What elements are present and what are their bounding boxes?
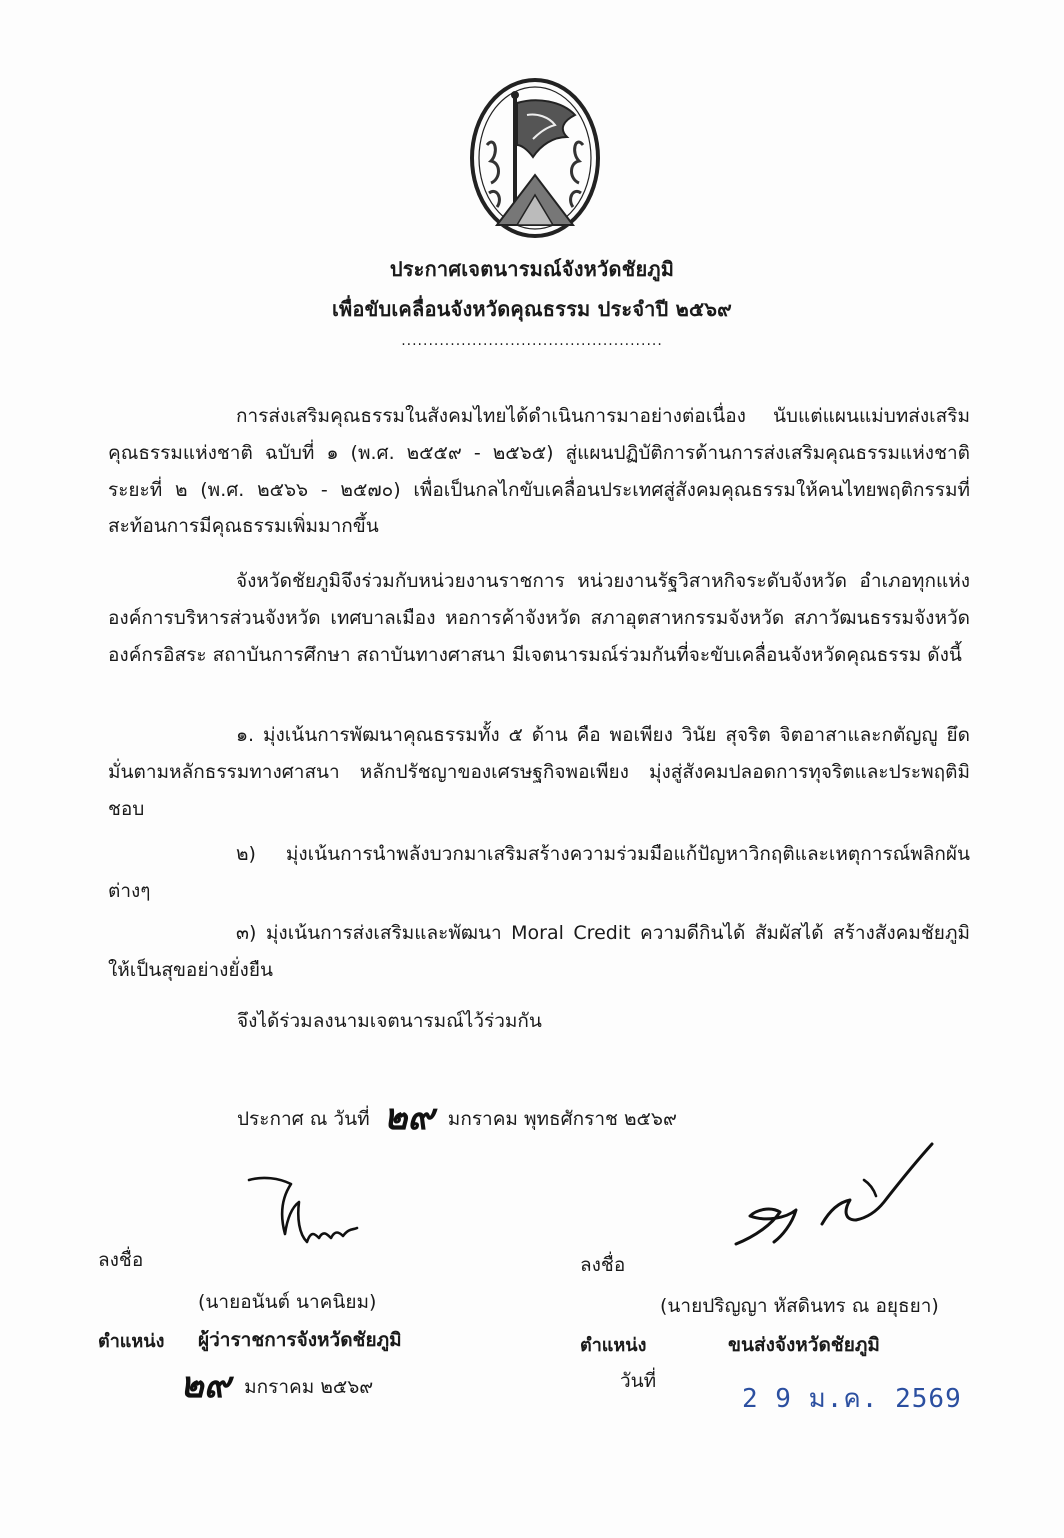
right-position-label: ตำแหน่ง [580,1335,647,1356]
paragraph-intro-text: การส่งเสริมคุณธรรมในสังคมไทยได้ดำเนินการมาอย่างต่อเนื่อง นับแต่แผนแม่บทส่งเสริมคุณธรรมแห่งชาติ ฉบับที่ ๑ (พ.ศ. ๒๕๕๙ - ๒๕๖๕) สู่แผนปฏิบัติการด้านการส่งเสริมคุณธรรมแห่งชาติ ระยะที่ ๒ (พ.ศ. ๒๕๖๖ - ๒๕๗๐) เพื่อเป็นกลไกขับเคลื่อนประเทศสู่สังคมคุณธรรมให้คนไทยพฤติกรรมที่สะท้อนการมีคุณธรรมเพิ่มมากขึ้น [108,405,970,538]
paragraph-intro [108,398,970,545]
left-signatory-name: (นายอนันต์ นาคนิยม) [198,1291,377,1313]
list-item-3 [108,915,970,989]
left-signature [245,1172,365,1262]
left-date [180,1356,373,1413]
right-sign-label: ลงชื่อ [580,1254,626,1276]
list-item-2-text: ๒) มุ่งเน้นการนำพลังบวกมาเสริมสร้างความร่วมมือแก้ปัญหาวิกฤติและเหตุการณ์พลิกผันต่างๆ [108,843,970,902]
announcement-prefix: ประกาศ ณ วันที่ [237,1108,370,1130]
announcement-suffix: มกราคม พุทธศักราช ๒๕๖๙ [447,1108,677,1130]
right-date-stamp: 2 9 ม.ค. 2569 [742,1384,962,1414]
list-item-1-text: ๑. มุ่งเน้นการพัฒนาคุณธรรมทั้ง ๕ ด้าน คือ พอเพียง วินัย สุจริต จิตอาสาและกตัญญู ยึดมั่นตามหลักธรรมทางศาสนา หลักปรัชญาของเศรษฐกิจพอเพียง มุ่งสู่สังคมปลอดการทุจริตและประพฤติมิชอบ [108,724,970,820]
paragraph-participants-text: จังหวัดชัยภูมิจึงร่วมกับหน่วยงานราชการ หน่วยงานรัฐวิสาหกิจระดับจังหวัด อำเภอทุกแห่ง องค์การบริหารส่วนจังหวัด เทศบาลเมือง หอการค้าจังหวัด สภาอุตสาหกรรมจังหวัด สภาวัฒนธรรมจังหวัด องค์กรอิสระ สถาบันการศึกษา สถาบันทางศาสนา มีเจตนารมณ์ร่วมกันที่จะขับเคลื่อนจังหวัดคุณธรรม ดังนี้ [108,570,970,666]
left-date-day-handwritten: ๒๙ [180,1364,231,1406]
left-position-label: ตำแหน่ง [98,1331,165,1352]
right-signature [726,1140,946,1250]
right-date-label: วันที่ [620,1370,657,1392]
closing-statement: จึงได้ร่วมลงนามเจตนารมณ์ไว้ร่วมกัน [237,1010,542,1032]
right-position: ขนส่งจังหวัดชัยภูมิ [728,1334,880,1356]
list-item-1 [108,717,970,827]
left-date-rest: มกราคม ๒๕๖๙ [244,1376,374,1398]
list-item-2 [108,836,970,910]
right-signatory-name: (นายปริญญา หัสดินทร ณ อยุธยา) [660,1295,939,1317]
document-title-line2: เพื่อขับเคลื่อนจังหวัดคุณธรรม ประจำปี ๒๕๖๙ [331,297,733,321]
paragraph-participants [108,563,970,673]
document-title-line1: ประกาศเจตนารมณ์จังหวัดชัยภูมิ [389,257,675,281]
announcement-day-handwritten: ๒๙ [383,1096,434,1138]
announcement-date-line [237,1088,677,1145]
list-item-3-text: ๓) มุ่งเน้นการส่งเสริมและพัฒนา Moral Credit ความดีกินได้ สัมผัสได้ สร้างสังคมชัยภูมิให้เป็นสุขอย่างยั่งยืน [108,922,970,981]
provincial-seal-icon [467,75,603,241]
left-sign-label: ลงชื่อ [98,1249,144,1271]
left-position: ผู้ว่าราชการจังหวัดชัยภูมิ [198,1329,402,1351]
title-separator: ................................................ [401,333,663,349]
